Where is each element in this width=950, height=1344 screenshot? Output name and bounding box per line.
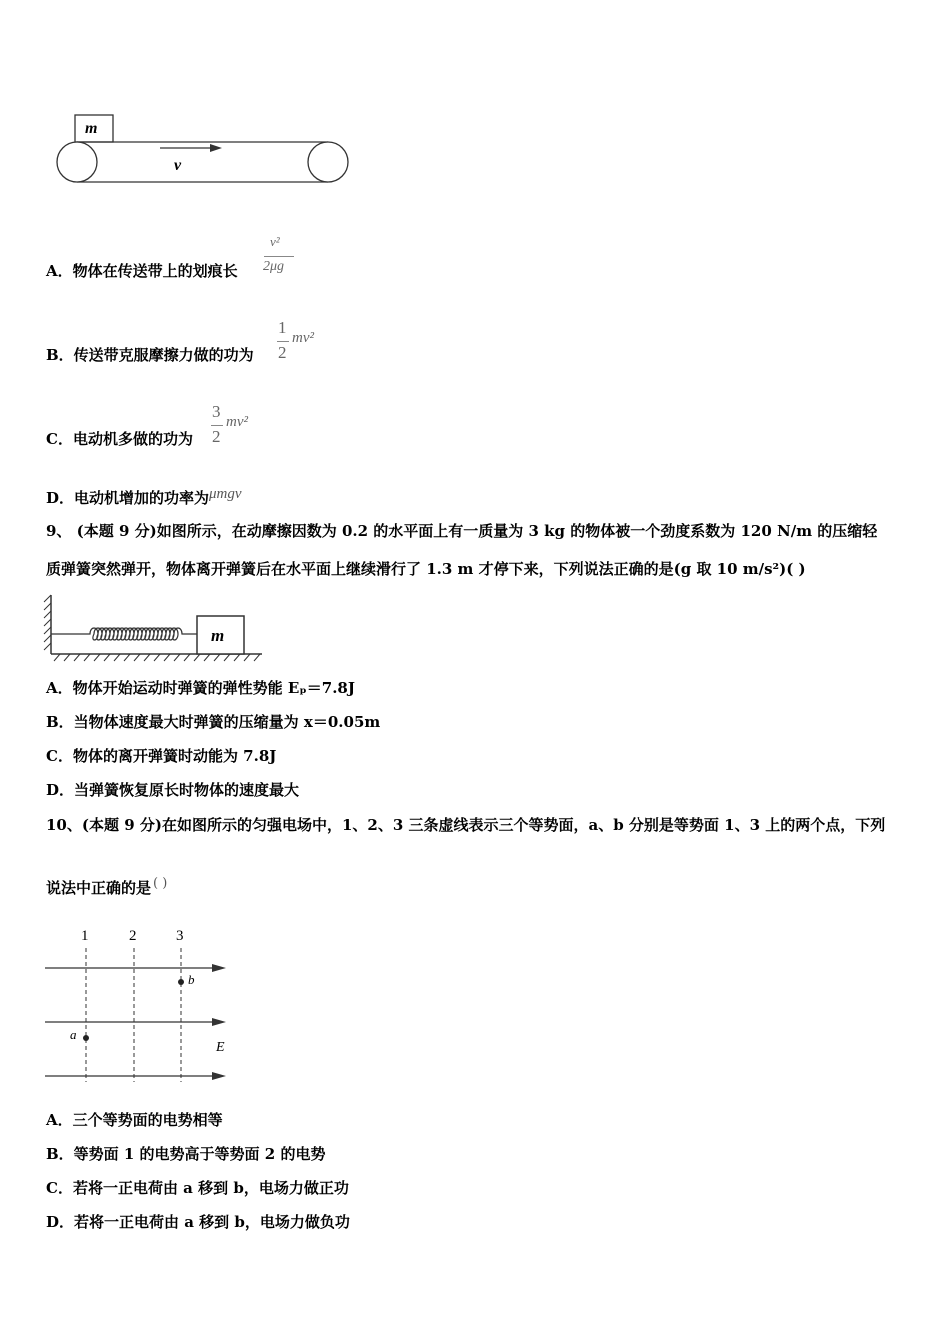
- q8-option-b: B．传送带克服摩擦力做的功为: [46, 346, 254, 364]
- left-roller: [57, 142, 97, 182]
- velocity-label: v: [174, 157, 182, 174]
- q9-stem-line2: 质弹簧突然弹开，物体离开弹簧后在水平面上继续滑行了 1.3 m 才停下来，下列说法正确的是(g 取 10 m/s²)( ): [46, 560, 806, 578]
- electric-field-figure: [40, 920, 240, 1085]
- q8-b-formula: 1 2 mv²: [278, 318, 314, 362]
- equipotential-label-3: 3: [176, 928, 184, 944]
- conveyor-belt-figure: [50, 108, 355, 190]
- point-b: [178, 979, 184, 985]
- point-b-label: b: [188, 972, 195, 987]
- q9-option-a: A．物体开始运动时弹簧的弹性势能 Eₚ＝7.8J: [46, 679, 355, 697]
- point-a: [83, 1035, 89, 1041]
- right-roller: [308, 142, 348, 182]
- q8-d-formula: μmgv: [209, 486, 242, 502]
- spring-block-label: m: [211, 626, 225, 645]
- q8-a-formula: v² 2μg: [262, 234, 298, 280]
- q8-option-c: C．电动机多做的功为: [46, 430, 193, 448]
- q9-stem-line1: 9、 (本题 9 分)如图所示，在动摩擦因数为 0.2 的水平面上有一质量为 3 kg 的物体被一个劲度系数为 120 N/m 的压缩轻: [46, 522, 878, 540]
- equipotential-label-1: 1: [81, 928, 89, 944]
- equipotential-label-2: 2: [129, 928, 137, 944]
- q10-option-c: C．若将一正电荷由 a 移到 b，电场力做正功: [46, 1179, 349, 1197]
- q8-c-formula: 3 2 mv²: [212, 402, 248, 446]
- point-a-label: a: [70, 1027, 77, 1042]
- answer-paren: ( ): [153, 876, 168, 891]
- q10-stem-line2: 说法中正确的是 ( ): [46, 876, 168, 897]
- spring-figure: [42, 592, 267, 662]
- belt-block-label: m: [85, 120, 98, 137]
- q8-option-a: A．物体在传送带上的划痕长: [46, 262, 238, 280]
- q10-option-d: D．若将一正电荷由 a 移到 b，电场力做负功: [46, 1213, 350, 1231]
- q8-option-d: D．电动机增加的功率为μmgv: [46, 486, 242, 507]
- q10-stem-line1: 10、(本题 9 分)在如图所示的匀强电场中，1、2、3 三条虚线表示三个等势面，a、b 分别是等势面 1、3 上的两个点，下列: [46, 816, 886, 834]
- q10-option-b: B．等势面 1 的电势高于等势面 2 的电势: [46, 1145, 326, 1163]
- q9-option-c: C．物体的离开弹簧时动能为 7.8J: [46, 747, 277, 765]
- spring-coil: [51, 628, 197, 640]
- field-label-e: E: [216, 1040, 225, 1055]
- q9-option-d: D．当弹簧恢复原长时物体的速度最大: [46, 781, 300, 799]
- q10-option-a: A．三个等势面的电势相等: [46, 1111, 223, 1129]
- q9-option-b: B．当物体速度最大时弹簧的压缩量为 x＝0.05m: [46, 713, 381, 731]
